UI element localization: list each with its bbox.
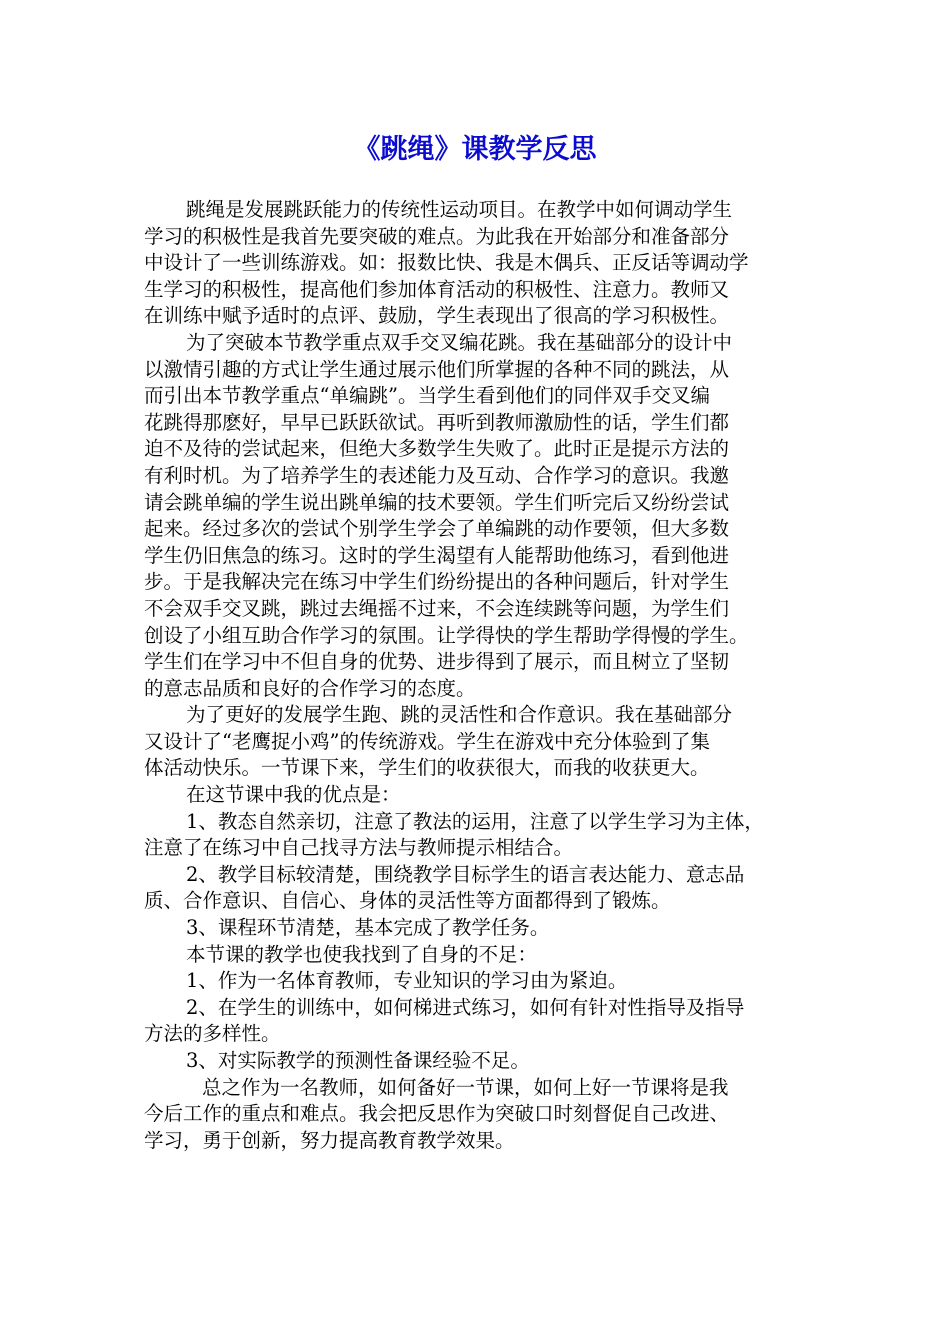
text-line: 为了更好的发展学生跑、跳的灵活性和合作意识。我在基础部分 <box>186 703 733 727</box>
text-line: 学习，勇于创新，努力提高教育教学效果。 <box>144 1128 515 1152</box>
text-line: 创设了小组互助合作学习的氛围。让学得快的学生帮助学得慢的学生。 <box>144 623 749 647</box>
text-line: 2、在学生的训练中，如何梯进式练习，如何有针对性指导及指导 <box>186 995 745 1019</box>
text-line: 今后工作的重点和难点。我会把反思作为突破口时刻督促自己改进、 <box>144 1102 730 1126</box>
text-line: 的意志品质和良好的合作学习的态度。 <box>144 676 476 700</box>
text-line: 3、课程环节清楚，基本完成了教学任务。 <box>186 916 550 940</box>
text-line: 在这节课中我的优点是： <box>186 783 401 807</box>
text-line: 以激情引趣的方式让学生通过展示他们所掌握的各种不同的跳法，从 <box>144 357 730 381</box>
document-title: 《跳绳》课教学反思 <box>353 134 597 165</box>
text-line: 迫不及待的尝试起来，但绝大多数学生失败了。此时正是提示方法的 <box>144 437 730 461</box>
text-line: 本节课的教学也使我找到了自身的不足： <box>186 942 538 966</box>
text-line: 学生仍旧焦急的练习。这时的学生渴望有人能帮助他练习，看到他进 <box>144 543 730 567</box>
text-line: 起来。经过多次的尝试个别学生学会了单编跳的动作要领，但大多数 <box>144 517 730 541</box>
text-line: 中设计了一些训练游戏。如：报数比快、我是木偶兵、正反话等调动学 <box>144 251 749 275</box>
text-line: 方法的多样性。 <box>144 1022 281 1046</box>
text-line: 为了突破本节教学重点双手交叉编花跳。我在基础部分的设计中 <box>186 330 733 354</box>
text-line: 3、对实际教学的预测性备课经验不足。 <box>186 1049 530 1072</box>
text-line: 质、合作意识、自信心、身体的灵活性等方面都得到了锻炼。 <box>144 889 671 913</box>
text-line: 体活动快乐。一节课下来，学生们的收获很大，而我的收获更大。 <box>144 756 710 780</box>
text-line: 生学习的积极性，提高他们参加体育活动的积极性、注意力。教师又 <box>144 277 730 301</box>
text-line: 总之作为一名教师，如何备好一节课，如何上好一节课将是我 <box>202 1075 729 1099</box>
text-line: 而引出本节教学重点“单编跳”。当学生看到他们的同伴双手交叉编 <box>144 384 710 408</box>
text-line: 跳绳是发展跳跃能力的传统性运动项目。在教学中如何调动学生 <box>186 198 733 221</box>
text-line: 又设计了“老鹰捉小鸡”的传统游戏。学生在游戏中充分体验到了集 <box>144 729 710 753</box>
text-line: 1、教态自然亲切，注意了教法的运用，注意了以学生学习为主体， <box>186 809 764 833</box>
text-line: 2、教学目标较清楚，围绕教学目标学生的语言表达能力、意志品 <box>186 862 745 886</box>
text-line: 1、作为一名体育教师，专业知识的学习由为紧迫。 <box>186 969 628 993</box>
text-line: 请会跳单编的学生说出跳单编的技术要领。学生们听完后又纷纷尝试 <box>144 490 730 514</box>
text-line: 注意了在练习中自己找寻方法与教师提示相结合。 <box>144 836 574 860</box>
text-line: 学习的积极性是我首先要突破的难点。为此我在开始部分和准备部分 <box>144 224 730 248</box>
text-line: 不会双手交叉跳，跳过去绳摇不过来，不会连续跳等问题，为学生们 <box>144 596 730 620</box>
text-line: 花跳得那麽好，早早已跃跃欲试。再听到教师激励性的话，学生们都 <box>144 410 730 434</box>
text-line: 在训练中赋予适时的点评、鼓励，学生表现出了很高的学习积极性。 <box>144 304 730 328</box>
text-line: 步。于是我解决完在练习中学生们纷纷提出的各种问题后，针对学生 <box>144 570 730 594</box>
text-line: 学生们在学习中不但自身的优势、进步得到了展示，而且树立了坚韧 <box>144 650 730 674</box>
text-line: 有利时机。为了培养学生的表述能力及互动、合作学习的意识。我邀 <box>144 463 730 487</box>
document-body <box>144 197 810 1154</box>
